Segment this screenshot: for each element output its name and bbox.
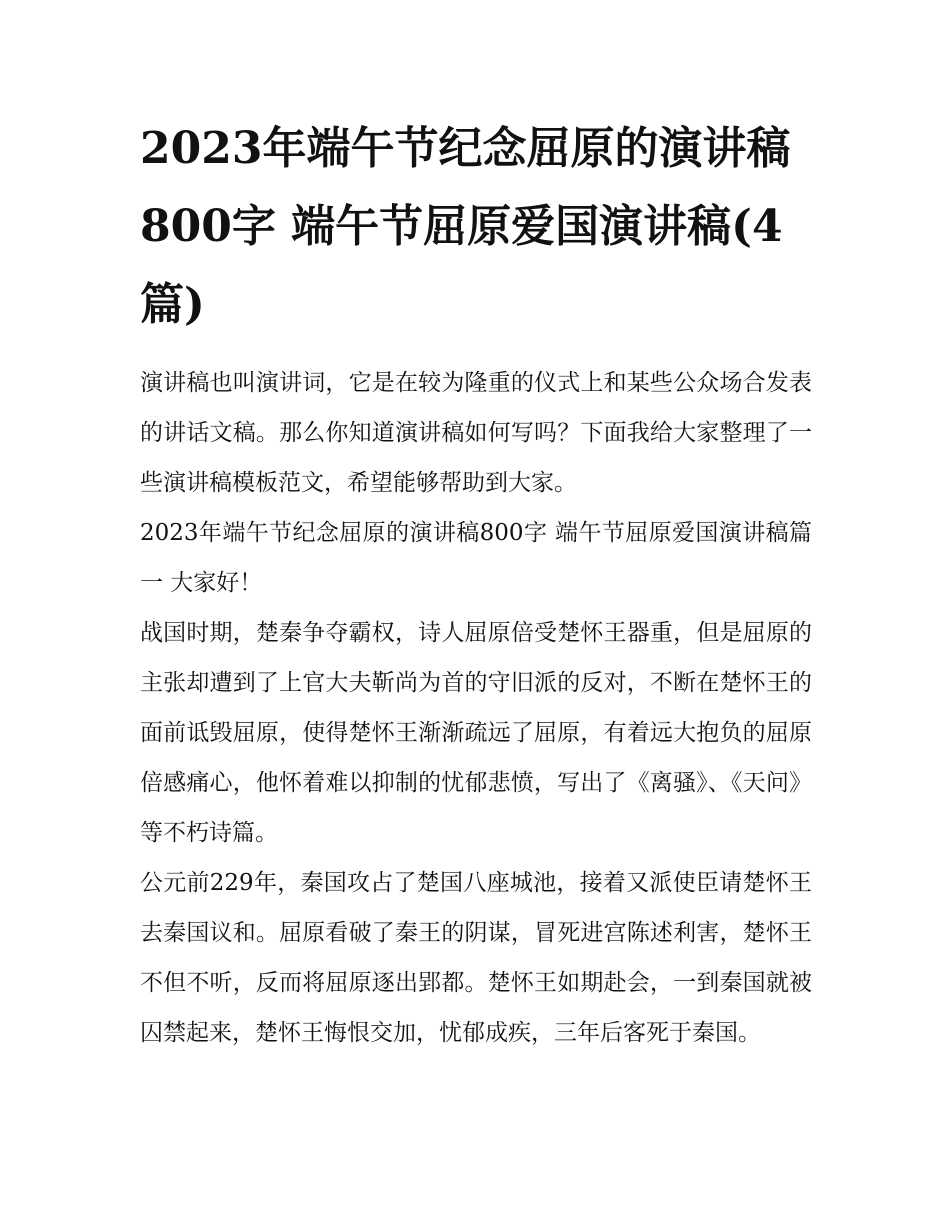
- intro-paragraph: 演讲稿也叫演讲词，它是在较为隆重的仪式上和某些公众场合发表的讲话文稿。那么你知道演讲稿如何写吗？下面我给大家整理了一些演讲稿模板范文，希望能够帮助到大家。: [140, 370, 812, 496]
- body-paragraph: 公元前229年，秦国攻占了楚国八座城池，接着又派使臣请楚怀王去秦国议和。屈原看破了秦王的阴谋，冒死进宫陈述利害，楚怀王不但不听，反而将屈原逐出郢都。楚怀王如期赴会，一到秦国就被囚禁起来，楚怀王悔恨交加，忧郁成疾，三年后客死于秦国。: [140, 870, 812, 1046]
- document-body: [140, 110, 812, 1058]
- body-paragraph: 战国时期，楚秦争夺霸权，诗人屈原倍受楚怀王器重，但是屈原的主张却遭到了上官大夫靳尚为首的守旧派的反对，不断在楚怀王的面前诋毁屈原，使得楚怀王渐渐疏远了屈原，有着远大抱负的屈原倍感痛心，他怀着难以抑制的忧郁悲愤，写出了《离骚》、《天问》等不朽诗篇。: [140, 620, 812, 846]
- section-heading-paragraph: 2023年端午节纪念屈原的演讲稿800字 端午节屈原爱国演讲稿篇一 大家好！: [140, 520, 812, 596]
- document-title: 2023年端午节纪念屈原的演讲稿800字 端午节屈原爱国演讲稿(4篇): [140, 123, 791, 330]
